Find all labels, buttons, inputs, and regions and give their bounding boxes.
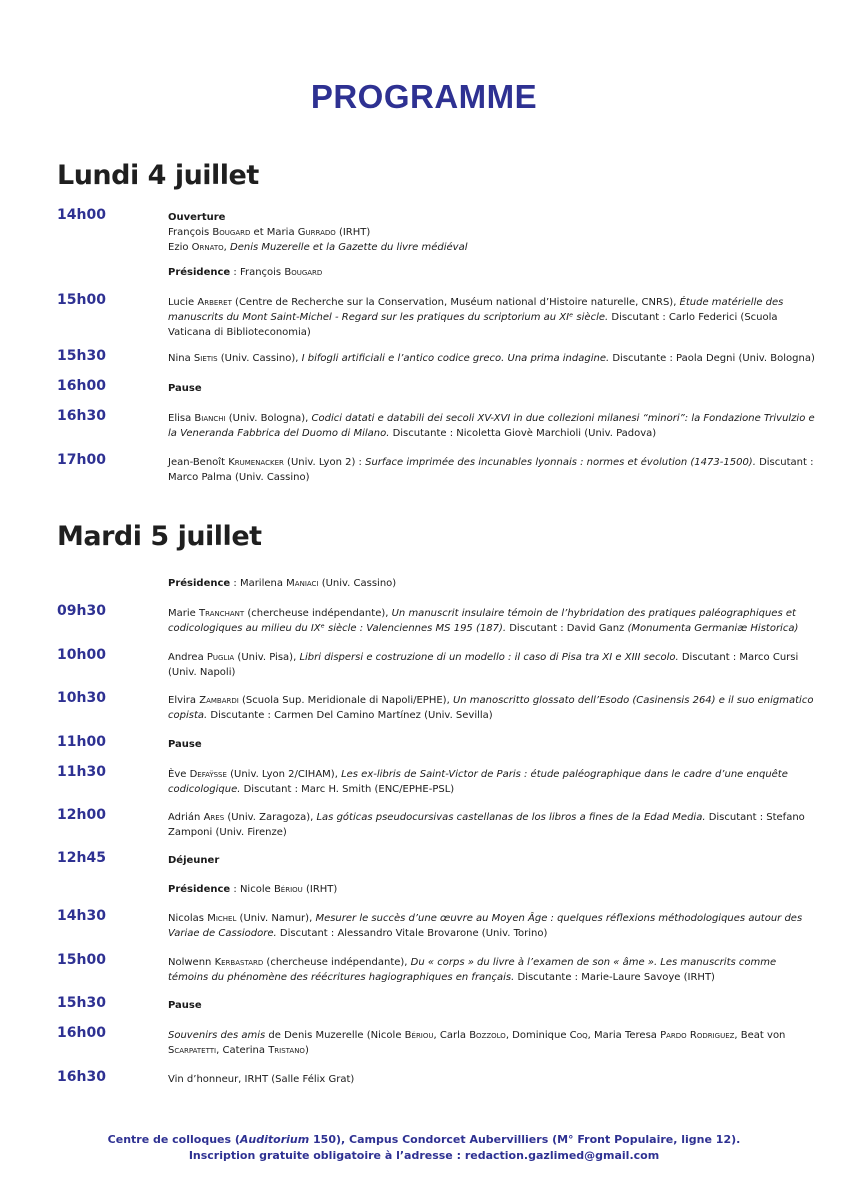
entry-time: 10h00 <box>57 647 106 663</box>
entry-time: 15h30 <box>57 348 106 364</box>
entry-time: 10h30 <box>57 690 106 706</box>
page-title: PROGRAMME <box>310 78 538 115</box>
pause-label: Pause <box>168 383 202 394</box>
entry-time: 14h30 <box>57 908 106 924</box>
entry-content <box>168 210 816 255</box>
footer-info <box>0 1132 848 1164</box>
entry-time: 16h30 <box>57 1069 106 1085</box>
entry-content: Jean-Benoît Krumenacker (Univ. Lyon 2) : Surface imprimée des incunables lyonnais : normes et évolution (1473-1500). Discutant : Marco Palma (Univ. Cassino) <box>168 457 814 483</box>
entry-time: 14h00 <box>57 207 106 223</box>
pause-label: Pause <box>168 1000 202 1011</box>
entry-content: Andrea Puglia (Univ. Pisa), Libri dispersi e costruzione di un modello : il caso di Pisa tra XI e XIII secolo. Discutant : Marco Cursi (Univ. Napoli) <box>168 652 799 678</box>
entry-content: Adrián Ares (Univ. Zaragoza), Las góticas pseudocursivas castellanas de los libros a fines de la Edad Media. Discutant : Stefano Zamponi (Univ. Firenze) <box>168 812 805 838</box>
day-heading: Lundi 4 juillet <box>57 160 259 191</box>
entry-content: Elvira Zambardi (Scuola Sup. Meridionale di Napoli/EPHE), Un manoscritto glossato dell’Esodo (Casinensis 264) e il suo enigmatico copista. Discutante : Carmen Del Camino Martínez (Univ. Sevilla) <box>168 695 814 721</box>
entry-line: François Bougard et Maria Gurrado (IRHT) <box>168 227 371 238</box>
entry-content: Souvenirs des amis de Denis Muzerelle (Nicole Bériou, Carla Bozzolo, Dominique Coq, Maria Teresa Pardo Rodriguez, Beat von Scarpatetti, Caterina Tristano) <box>168 1030 786 1056</box>
entry-time: 11h30 <box>57 764 106 780</box>
entry-content: Lucie Arberet (Centre de Recherche sur la Conservation, Muséum national d’Histoire naturelle, CNRS), Étude matérielle des manuscrits du Mont Saint-Michel - Regard sur les pratiques du scriptorium au XIᵉ siècle. Discutant : Carlo Federici (Scuola Vaticana di Biblioteconomia) <box>168 297 784 338</box>
entry-time: 15h00 <box>57 952 106 968</box>
registration-line: Inscription gratuite obligatoire à l’adresse : redaction.gazlimed@gmail.com <box>188 1149 660 1162</box>
entry-time: 17h00 <box>57 452 106 468</box>
entry-content: Vin d’honneur, IRHT (Salle Félix Grat) <box>168 1074 355 1085</box>
entry-time: 12h45 <box>57 850 106 866</box>
entry-time: 09h30 <box>57 603 106 619</box>
entry-time: 15h30 <box>57 995 106 1011</box>
entry-content: Marie Tranchant (chercheuse indépendante), Un manuscrit insulaire témoin de l’hybridation des pratiques paléographiques et codicologiques au milieu du IXᵉ siècle : Valenciennes MS 195 (187). Discutant : David Ganz (Monumenta Germaniæ Historica) <box>168 608 799 634</box>
entry-time: 16h30 <box>57 408 106 424</box>
entry-content: Nina Sietis (Univ. Cassino), I bifogli artificiali e l’antico codice greco. Una prima indagine. Discutante : Paola Degni (Univ. Bologna) <box>168 353 815 364</box>
entry-content: Ève Defaÿsse (Univ. Lyon 2/CIHAM), Les ex-libris de Saint-Victor de Paris : étude paléographique dans le cadre d’une enquête codicologique. Discutant : Marc H. Smith (ENC/EPHE-PSL) <box>168 769 788 795</box>
entry-content: Nicolas Michel (Univ. Namur), Mesurer le succès d’une œuvre au Moyen Âge : quelques réflexions méthodologiques autour des Variae de Cassiodore. Discutant : Alessandro Vitale Brovarone (Univ. Torino) <box>168 913 803 939</box>
entry-line: Ezio Ornato, Denis Muzerelle et la Gazette du livre médiéval <box>168 242 468 253</box>
entry-content: Elisa Bianchi (Univ. Bologna), Codici datati e databili dei secoli XV-XVI in due collezioni milanesi “minori”: la Fondazione Trivulzio e la Veneranda Fabbrica del Duomo di Milano. Discutante : Nicoletta Giovè Marchioli (Univ. Padova) <box>168 413 815 439</box>
entry-time: 16h00 <box>57 378 106 394</box>
session-label: Ouverture <box>168 212 226 223</box>
entry-time: 16h00 <box>57 1025 106 1041</box>
pause-label: Pause <box>168 739 202 750</box>
entry-content: Nolwenn Kerbastard (chercheuse indépendante), Du « corps » du livre à l’examen de son « âme ». Les manuscrits comme témoins du phénomène des réécritures hagiographiques en français. Discutante : Marie-Laure Savoye (IRHT) <box>168 957 777 983</box>
day-heading: Mardi 5 juillet <box>57 521 262 552</box>
venue-line: Centre de colloques (Auditorium 150), Campus Condorcet Aubervilliers (M° Front Populaire, ligne 12). <box>107 1133 741 1146</box>
entry-time: 15h00 <box>57 292 106 308</box>
lunch-label: Déjeuner <box>168 855 220 866</box>
entry-time: 11h00 <box>57 734 106 750</box>
entry-time: 12h00 <box>57 807 106 823</box>
